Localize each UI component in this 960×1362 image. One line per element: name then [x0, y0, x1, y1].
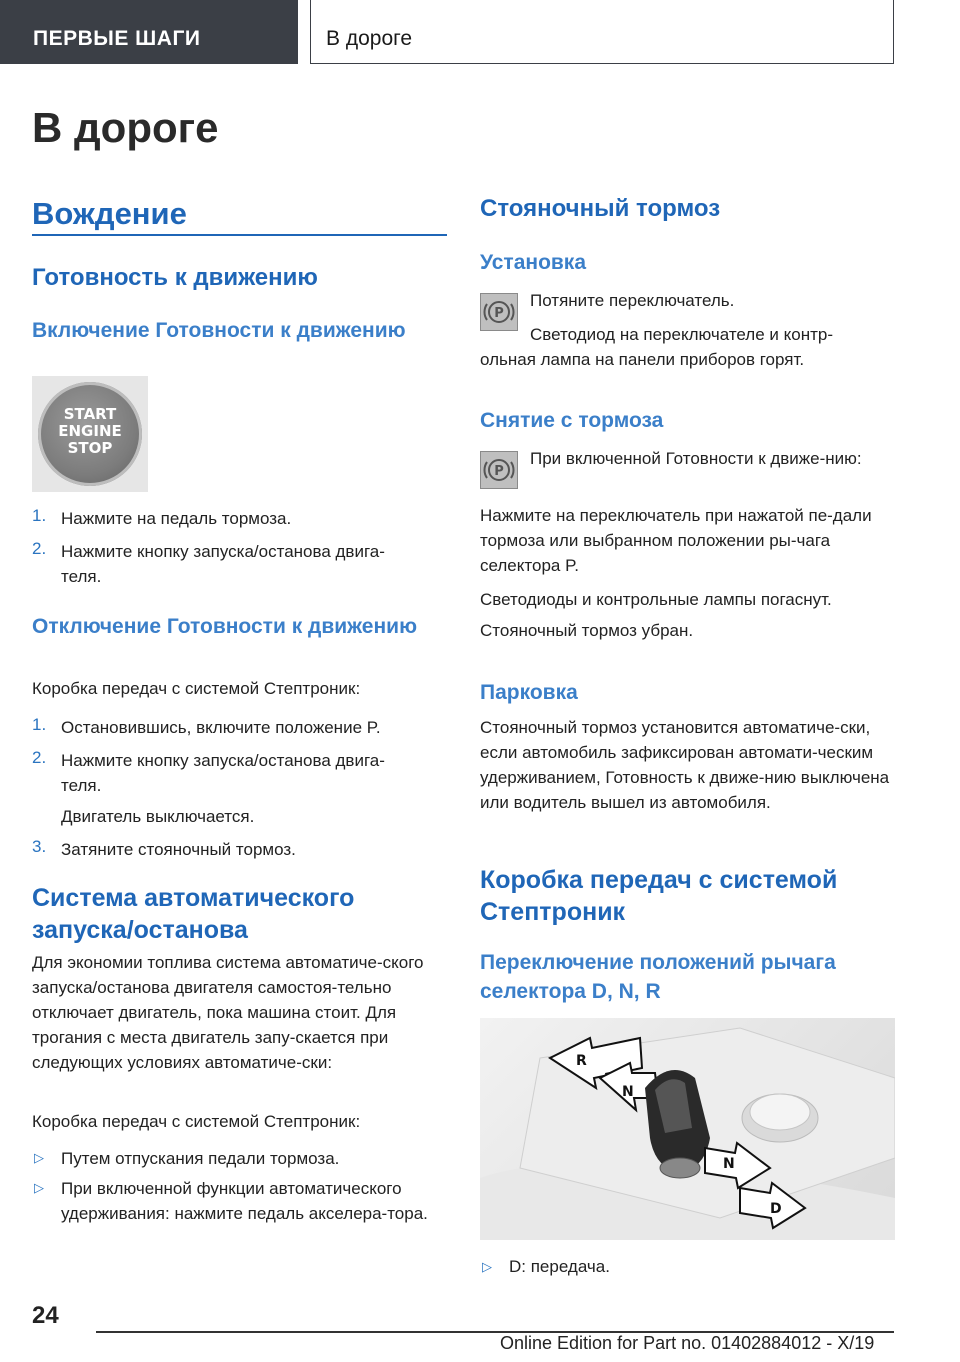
release-done: Стояночный тормоз убран.: [480, 621, 694, 640]
bullet-text: При включенной функции автоматического удерживания: нажмите педаль акселера-тора.: [61, 1179, 428, 1223]
step-text: Нажмите кнопку запуска/останова двига-теля.: [61, 542, 385, 586]
autostart-text: Для экономии топлива система автоматиче-ского запуска/останова двигателя самостоя-тельно отключает двигатель, пока машина стоит. Для трогания с места двигатель запу-скается при следующих условиях автоматиче-ски:: [32, 953, 424, 1072]
step-text: Нажмите на педаль тормоза.: [61, 509, 292, 528]
heading-readiness-on: Включение Готовности к движению: [32, 319, 406, 342]
triangle-right-icon: ▷: [34, 1180, 44, 1195]
heading-steptronic: Коробка передач с системой Стептроник: [480, 866, 838, 926]
triangle-right-icon: ▷: [482, 1259, 492, 1274]
heading-release: Снятие с тормоза: [480, 409, 664, 432]
heading-readiness: Готовность к движению: [32, 264, 318, 291]
autostart-intro: Коробка передач с системой Стептроник:: [32, 1112, 361, 1131]
heading-selector: Переключение положений рычага селектора D, N, R: [480, 951, 836, 1003]
step-number: 3.: [32, 837, 47, 856]
off-intro: Коробка передач с системой Стептроник:: [32, 679, 361, 698]
gear-selector-illustration: [480, 1018, 895, 1240]
step-number: 2.: [32, 539, 47, 558]
step-text: Нажмите кнопку запуска/останова двига-теля.: [61, 751, 385, 795]
gear-label-d: D: [770, 1201, 782, 1217]
heading-set: Установка: [480, 251, 586, 274]
step-number: 1.: [32, 715, 47, 734]
heading-parking-brake: Стояночный тормоз: [480, 195, 721, 222]
parking-text: Стояночный тормоз установится автоматиче-ски, если автомобиль зафиксирован автомати-ческим удерживанием, Готовность к движе-нию выключена или водитель вышел из автомобиля.: [480, 718, 890, 812]
step-number: 2.: [32, 748, 47, 767]
parking-brake-icon: [480, 451, 518, 489]
step-text: Затяните стояночный тормоз.: [61, 840, 296, 859]
heading-parking: Парковка: [480, 681, 578, 704]
start-button-text: START ENGINE STOP: [58, 405, 122, 457]
chapter-tab: В дороге: [310, 0, 894, 64]
heading-driving: Вождение: [32, 196, 187, 231]
page-number: 24: [32, 1302, 59, 1329]
gear-bullet-text: D: передача.: [509, 1257, 610, 1276]
step-note: Двигатель выключается.: [61, 807, 255, 826]
release-line1: При включенной Готовности к движе-нию:: [530, 449, 862, 468]
set-line1: Потяните переключатель.: [530, 291, 735, 310]
start-engine-button-image: [32, 376, 148, 492]
svg-text:P: P: [494, 464, 504, 479]
gear-label-n: N: [622, 1084, 634, 1100]
heading-rule: [32, 234, 447, 236]
heading-readiness-off: Отключение Готовности к движению: [32, 615, 418, 638]
gear-label-r: R: [576, 1053, 587, 1069]
page-title: В дороге: [32, 104, 219, 151]
release-leds: Светодиоды и контрольные лампы погаснут.: [480, 590, 832, 609]
bullet-text: Путем отпускания педали тормоза.: [61, 1149, 340, 1168]
gear-label-n2: N: [723, 1156, 735, 1172]
triangle-right-icon: ▷: [34, 1150, 44, 1165]
section-tab[interactable]: ПЕРВЫЕ ШАГИ: [0, 0, 298, 64]
heading-autostart: Система автоматического запуска/останова: [32, 884, 355, 944]
release-text: Нажмите на переключатель при нажатой пе-дали тормоза или выбранном положении ры-чага селектора P.: [480, 506, 872, 575]
step-text: Остановившись, включите положение P.: [61, 718, 381, 737]
set-text: Светодиод на переключателе и контр-ольная лампа на панели приборов горят.: [480, 325, 833, 369]
step-number: 1.: [32, 506, 47, 525]
svg-text:P: P: [494, 306, 504, 321]
footer-edition: Online Edition for Part no. 01402884012 - X/19: [500, 1333, 875, 1353]
